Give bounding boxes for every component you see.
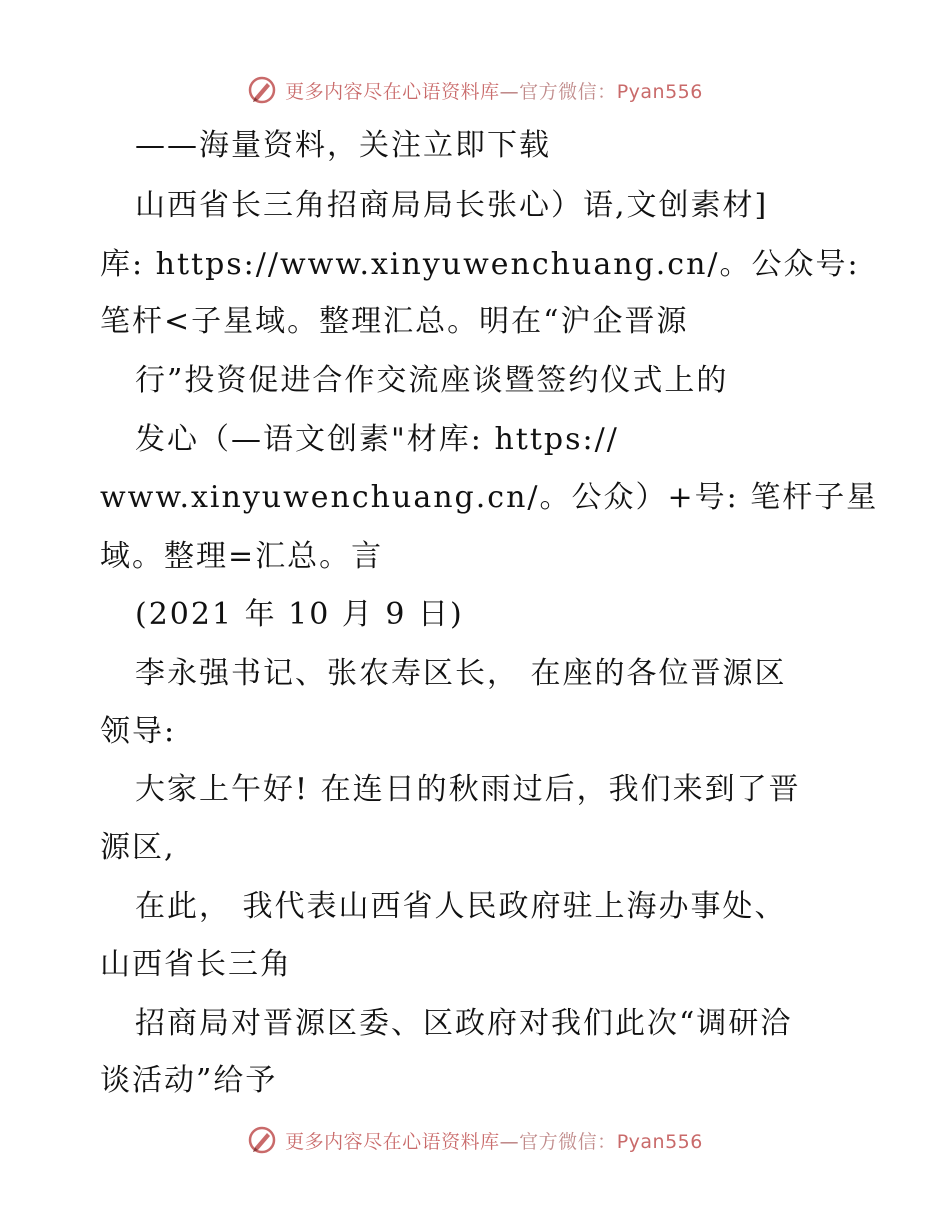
document-line: 招商局对晋源区委、区政府对我们此次“调研洽 <box>135 1006 793 1041</box>
watermark-dash: — <box>499 1130 520 1153</box>
watermark-wechat-label: 官方微信： <box>519 1130 617 1153</box>
watermark-wechat-id: Pyan556 <box>616 1130 703 1153</box>
footer-watermark <box>0 1120 950 1160</box>
document-line: ——海量资料，关注立即下载 <box>135 128 551 163</box>
watermark-brand: 更多内容尽在心语资料库 <box>285 1130 500 1153</box>
document-line: 山西省长三角 <box>100 947 292 982</box>
document-line: www.xinyuwenchuang.cn/。公众）+号: 笔杆子星 <box>100 480 879 515</box>
document-line: 李永强书记、张农寿区长， 在座的各位晋源区 <box>135 656 787 691</box>
document-line: 领导: <box>100 714 177 749</box>
pen-logo-icon <box>247 1125 277 1155</box>
watermark-text <box>285 1127 703 1154</box>
document-line: 谈活动”给予 <box>100 1063 278 1098</box>
document-line: 笔杆<子星域。整理汇总。明在“沪企晋源 <box>100 304 689 339</box>
document-line: 山西省长三角招商局局长张心）语,文创素材] <box>135 188 769 223</box>
document-line: 域。整理=汇总。言 <box>100 539 384 574</box>
watermark-brand: 更多内容尽在心语资料库 <box>285 80 500 103</box>
watermark-wechat-id: Pyan556 <box>616 80 703 103</box>
document-line: 在此， 我代表山西省人民政府驻上海办事处、 <box>135 889 787 924</box>
document-line: (2021 年 10 月 9 日) <box>135 597 464 632</box>
document-line: 源区, <box>100 830 176 865</box>
document-line: 库: https://www.xinyuwenchuang.cn/。公众号: <box>100 247 860 282</box>
watermark-dash: — <box>499 80 520 103</box>
document-line: 行”投资促进合作交流座谈暨签约仪式上的 <box>135 363 729 398</box>
document-line: 发心（—语文创素"材库: https:// <box>135 422 619 457</box>
document-line: 大家上午好! 在连日的秋雨过后，我们来到了晋 <box>135 772 801 807</box>
watermark-wechat-label: 官方微信： <box>519 80 617 103</box>
